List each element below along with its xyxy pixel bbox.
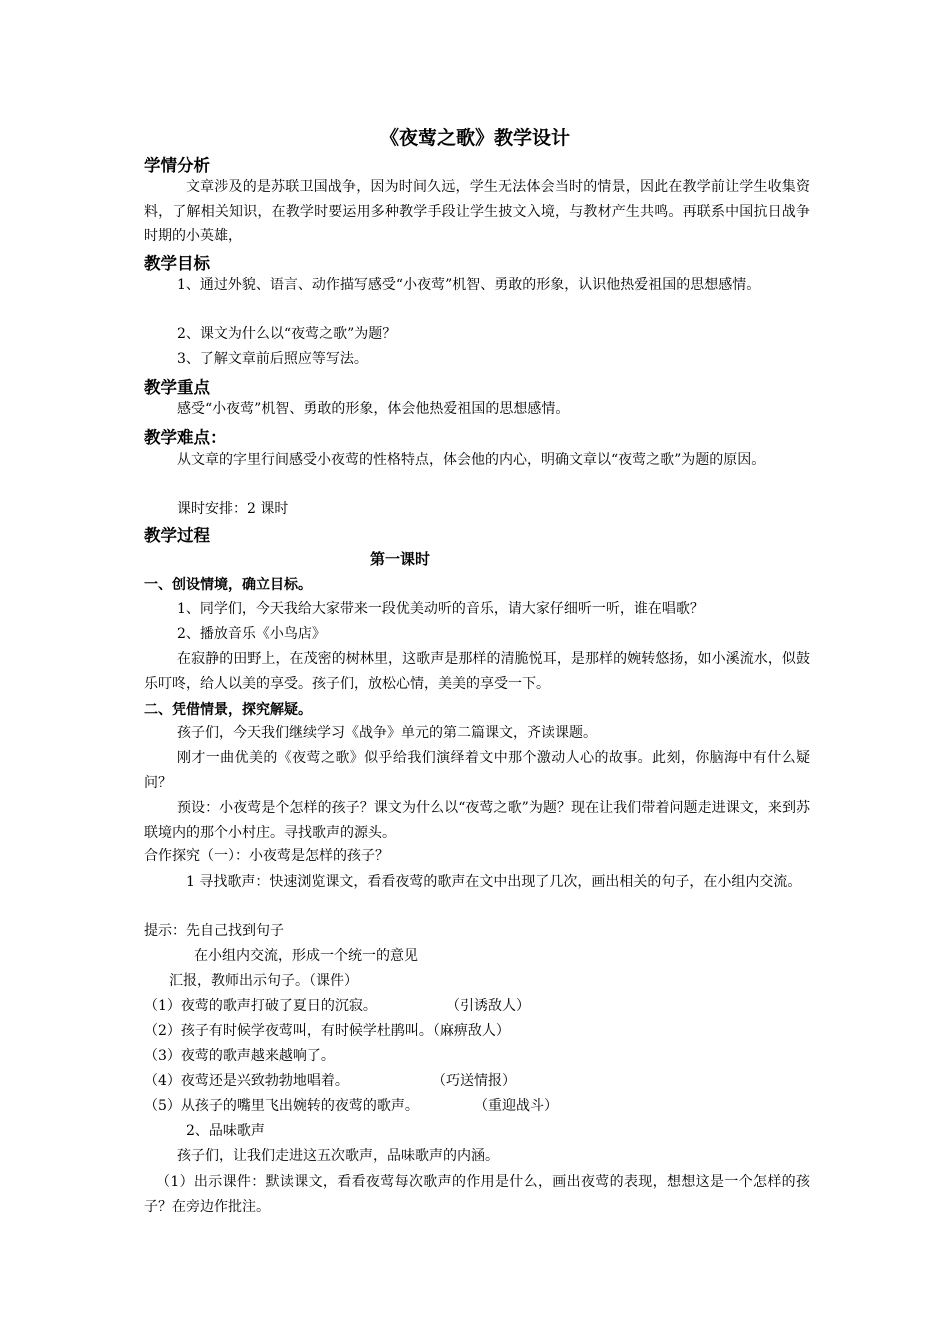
find-song-paragraph: 1 寻找歌声：快速浏览课文，看看夜莺的歌声在文中出现了几次，画出相关的句子，在小组内交流。 xyxy=(186,874,802,890)
key-points-text: 感受“小夜莺”机智、勇敢的形象，体会他热爱祖国的思想感情。 xyxy=(177,401,570,417)
heading-process: 教学过程 xyxy=(144,526,210,545)
heading-goals: 教学目标 xyxy=(144,254,210,273)
heading-key-points: 教学重点 xyxy=(144,378,210,397)
step-1-p1: 1、同学们，今天我给大家带来一段优美动听的音乐，请大家仔细听一听，谁在唱歌？ xyxy=(177,601,704,617)
step-1-title: 一、创设情境，确立目标。 xyxy=(144,577,312,593)
step-1-p2: 2、播放音乐《小鸟店》 xyxy=(177,626,326,642)
step-2-title: 二、凭借情景，探究解疑。 xyxy=(144,702,312,718)
goal-1: 1、通过外貌、语言、动作描写感受“小夜莺”机智、勇敢的形象，认识他热爱祖国的思想感情。 xyxy=(177,277,761,293)
report-text: 汇报，教师出示句子。（课件） xyxy=(169,973,358,989)
schedule-text: 课时安排：2 课时 xyxy=(177,501,289,517)
hint-text: 提示：先自己找到句子 xyxy=(144,923,284,939)
goal-2: 2、课文为什么以“夜莺之歌”为题？ xyxy=(177,326,397,342)
sentence-4-note: （巧送情报） xyxy=(432,1073,516,1089)
sentence-1-note: （引诱敌人） xyxy=(446,998,530,1014)
heading-difficulties: 教学难点： xyxy=(144,428,227,447)
step-2-p3: 预设：小夜莺是个怎样的孩子？课文为什么以“夜莺之歌”为题？现在让我们带着问题走进课文，来到苏联境内的那个小村庄。寻找歌声的源头。 xyxy=(144,800,810,841)
sentence-2: （2）孩子有时候学夜莺叫，有时候学杜鹃叫。（麻痹敌人） xyxy=(144,1023,510,1039)
coop-inquiry: 合作探究（一）：小夜莺是怎样的孩子？ xyxy=(144,848,389,864)
sentence-5-note: （重迎战斗） xyxy=(474,1098,558,1114)
group-text: 在小组内交流，形成一个统一的意见 xyxy=(194,948,418,964)
savor-p1: 孩子们，让我们走进这五次歌声，品味歌声的内涵。 xyxy=(177,1148,499,1164)
savor-heading: 2、品味歌声 xyxy=(186,1123,265,1139)
lesson-one-heading: 第一课时 xyxy=(369,550,430,568)
doc-title: 《夜莺之歌》教学设计 xyxy=(379,127,570,149)
sentence-3: （3）夜莺的歌声越来越响了。 xyxy=(144,1048,335,1064)
step-2-p1: 孩子们，今天我们继续学习《战争》单元的第二篇课文，齐读课题。 xyxy=(177,725,597,741)
sentence-1: （1）夜莺的歌声打破了夏日的沉寂。 xyxy=(144,998,377,1014)
sentence-4: （4）夜莺还是兴致勃勃地唱着。 xyxy=(144,1073,349,1089)
heading-situation: 学情分析 xyxy=(144,156,210,175)
step-2-p2: 刚才一曲优美的《夜莺之歌》似乎给我们演绎着文中那个激动人心的故事。此刻，你脑海中有什么疑问？ xyxy=(144,750,810,791)
step-1-p3: 在寂静的田野上，在茂密的树林里，这歌声是那样的清脆悦耳，是那样的婉转悠扬，如小溪流水，似鼓乐叮咚，给人以美的享受。孩子们，放松心情，美美的享受一下。 xyxy=(144,651,810,692)
savor-p2: （1）出示课件：默读课文，看看夜莺每次歌声的作用是什么，画出夜莺的表现，想想这是一个怎样的孩子？在旁边作批注。 xyxy=(144,1174,810,1215)
situation-paragraph: 文章涉及的是苏联卫国战争，因为时间久远，学生无法体会当时的情景，因此在教学前让学生收集资料，了解相关知识，在教学时要运用多种教学手段让学生披文入境，与教材产生共鸣。再联系中国抗日战争时期的小英雄， xyxy=(144,179,810,244)
goal-3: 3、了解文章前后照应等写法。 xyxy=(177,351,368,367)
difficulties-text: 从文章的字里行间感受小夜莺的性格特点，体会他的内心，明确文章以“夜莺之歌”为题的原因。 xyxy=(177,452,766,468)
sentence-5: （5）从孩子的嘴里飞出婉转的夜莺的歌声。 xyxy=(144,1098,419,1114)
